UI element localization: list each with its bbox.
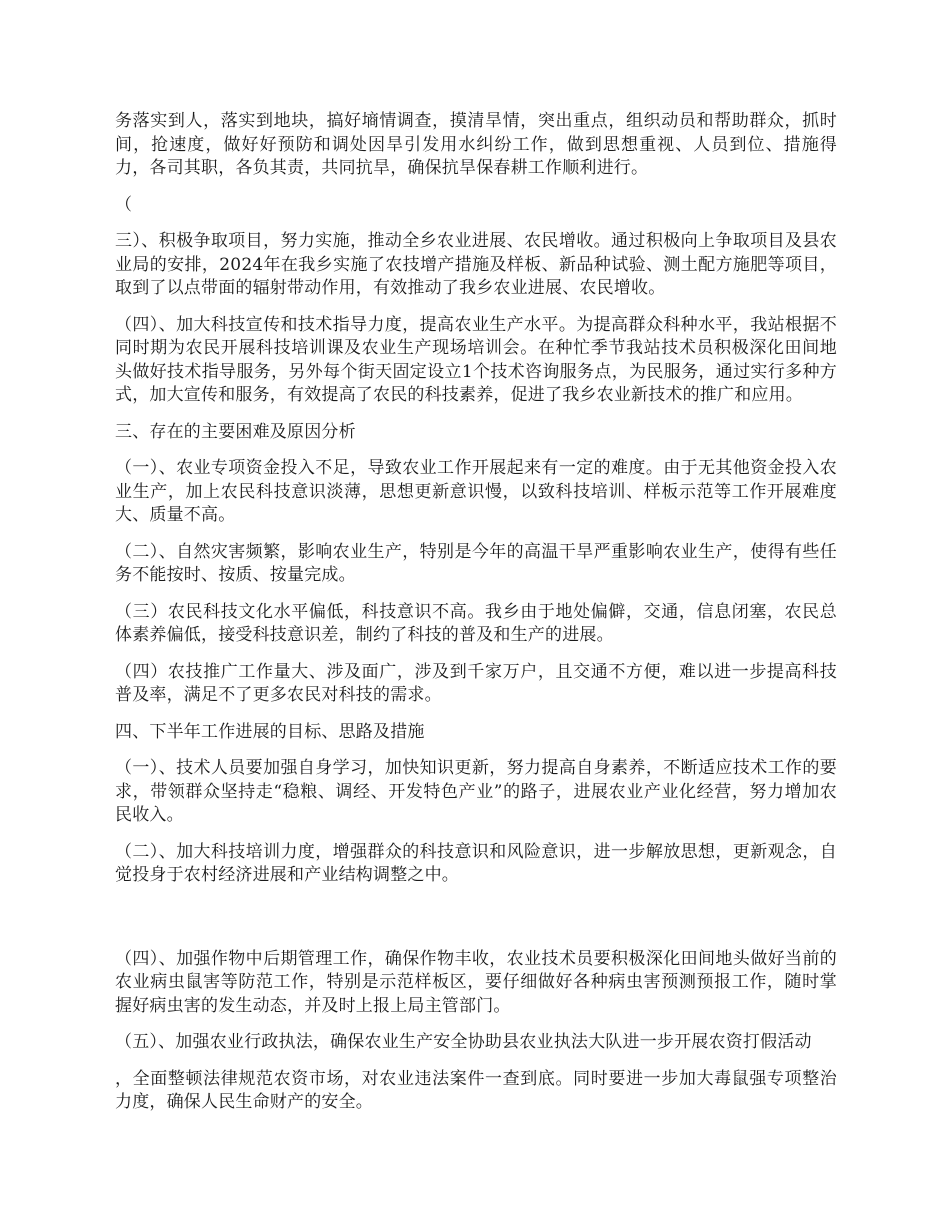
paragraph-goal-market-rectification: ，全面整顿法律规范农资市场，对农业违法案件一查到底。同时要进一步加大毒鼠强专项整治力度，确保人民生命财产的安全。 <box>115 1068 837 1112</box>
paragraph-goal-learning: （一）、技术人员要加强自身学习，加快知识更新，努力提高自身素养，不断适应技术工作的要求，带领群众坚持走“稳粮、调经、开发特色产业”的路子，进展农业产业化经营，努力增加农民收入。 <box>115 758 837 825</box>
paragraph-goal-training: （二）、加大科技培训力度，增强群众的科技意识和风险意识，进一步解放思想，更新观念，自觉投身于农村经济进展和产业结构调整之中。 <box>115 841 837 885</box>
paragraph-projects: 三）、积极争取项目，努力实施，推动全乡农业进展、农民增收。通过积极向上争取项目及县农业局的安排，2024年在我乡实施了农技增产措施及样板、新品种试验、测土配方施肥等项目，取到了以点带面的辐射带动作用，有效推动了我乡农业进展、农民增收。 <box>115 231 837 298</box>
section-heading-goals: 四、下半年工作进展的目标、思路及措施 <box>115 721 425 742</box>
paragraph-open-paren: （ <box>115 194 133 215</box>
paragraph-drought-measures: 务落实到人，落实到地块，搞好墒情调查，摸清旱情，突出重点，组织动员和帮助群众，抓时间，抢速度，做好好预防和调处因旱引发用水纠纷工作，做到思想重视、人员到位、措施得力，各司其职，各负其责，共同抗旱，确保抗旱保春耕工作顺利进行。 <box>115 111 837 178</box>
document-body <box>115 110 837 1128</box>
paragraph-difficulty-disasters: （二）、自然灾害频繁，影响农业生产，特别是今年的高温干旱严重影响农业生产，使得有些任务不能按时、按质、按量完成。 <box>115 541 837 585</box>
paragraph-difficulty-workload: （四）农技推广工作量大、涉及面广，涉及到千家万户，且交通不方便，难以进一步提高科技普及率，满足不了更多农民对科技的需求。 <box>115 661 837 705</box>
paragraph-goal-law-enforcement: （五）、加强农业行政执法，确保农业生产安全协助县农业执法大队进一步开展农资打假活动 <box>115 1032 812 1052</box>
section-heading-difficulties: 三、存在的主要困难及原因分析 <box>115 421 356 442</box>
paragraph-tech-promotion: （四）、加大科技宣传和技术指导力度，提高农业生产水平。为提高群众科种水平，我站根据不同时期为农民开展科技培训课及农业生产现场培训会。在种忙季节我站技术员积极深化田间地头做好技术指导服务，另外每个街天固定设立1个技术咨询服务点，为民服务，通过实行多种方式，加大宣传和服务，有效提高了农民的科技素养，促进了我乡农业新技术的推广和应用。 <box>115 314 837 405</box>
paragraph-difficulty-literacy: （三）农民科技文化水平偏低，科技意识不高。我乡由于地处偏僻，交通，信息闭塞，农民总体素养偏低，接受科技意识差，制约了科技的普及和生产的进展。 <box>115 601 837 645</box>
paragraph-goal-crop-management: （四）、加强作物中后期管理工作，确保作物丰收，农业技术员要积极深化田间地头做好当前的农业病虫鼠害等防范工作，特别是示范样板区，要仔细做好各种病虫害预测预报工作，随时掌握好病虫害的发生动态，并及时上报上局主管部门。 <box>115 948 837 1016</box>
paragraph-difficulty-funding: （一）、农业专项资金投入不足，导致农业工作开展起来有一定的难度。由于无其他资金投入农业生产，加上农民科技意识淡薄，思想更新意识慢，以致科技培训、样板示范等工作开展难度大、质量不高。 <box>115 458 837 525</box>
